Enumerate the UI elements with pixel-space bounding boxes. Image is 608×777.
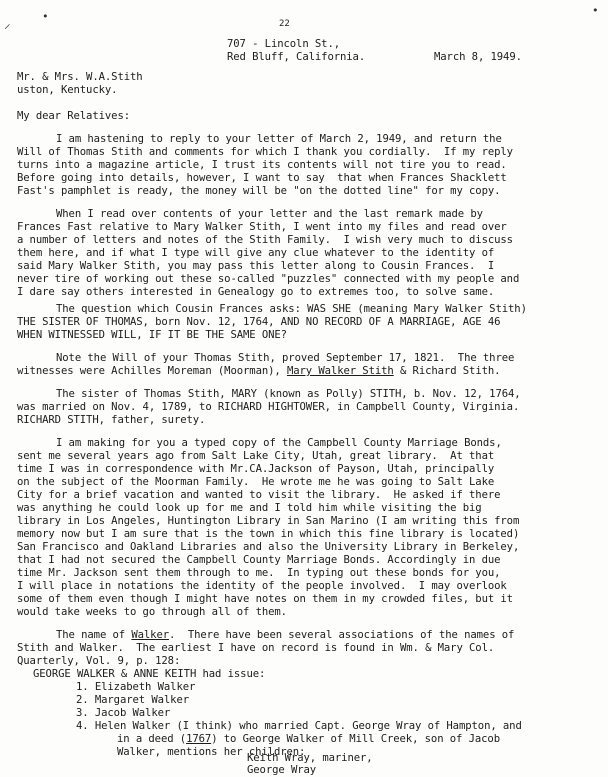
salutation: My dear Relatives: xyxy=(17,110,131,122)
stray-mark: • xyxy=(42,10,49,23)
paragraph-line: Before going into details, however, I want to say that when Frances Shacklett xyxy=(17,172,507,184)
paragraph-line: that I had not secured the Campbell County Marriage Bonds. Accordingly in due xyxy=(17,554,501,566)
header-city: Red Bluff, California. xyxy=(227,51,366,63)
paragraph-line: San Francisco and Oakland Libraries and also the University Library in Berkeley, xyxy=(17,541,520,553)
paragraph-line: The sister of Thomas Stith, MARY (known as Polly) STITH, b. Nov. 12, 1764, xyxy=(56,388,521,400)
paragraph-line: was anything he could look up for me and I told him while visiting the big xyxy=(17,502,482,514)
underlined-year: 1767 xyxy=(186,733,212,745)
paragraph-line: turns into a magazine article, I trust its contents will not tire you to read. xyxy=(17,159,507,171)
list-item: 2. Margaret Walker xyxy=(76,694,190,706)
list-item: 3. Jacob Walker xyxy=(76,707,171,719)
paragraph-line: on the subject of the Moorman Family. He wrote me he was going to Salt Lake xyxy=(17,476,495,488)
paragraph-line: memory now but I am sure that is the town in which this fine library is located) xyxy=(17,528,520,540)
page-number: 22 xyxy=(279,19,290,29)
paragraph-line: some of them even though I might have notes on them in my crowded files, but it xyxy=(17,593,513,605)
header-street: 707 - Lincoln St., xyxy=(227,38,341,50)
list-item: 4. Helen Walker (I think) who married Capt. George Wray of Hampton, and xyxy=(76,720,522,732)
list-item-continuation: in a deed (1767) to George Walker of Mill Creek, son of Jacob xyxy=(117,733,500,745)
paragraph-line: was married on Nov. 4, 1789, to RICHARD HIGHTOWER, in Campbell County, Virginia. xyxy=(17,401,520,413)
child-name: George Wray xyxy=(247,764,317,776)
list-item: 1. Elizabeth Walker xyxy=(76,681,196,693)
paragraph-line: Note the Will of your Thomas Stith, proved September 17, 1821. The three xyxy=(56,352,515,364)
paragraph-line: Stith and Walker. The earliest I have on record is found in Wm. & Mary Col. xyxy=(17,642,495,654)
paragraph-line: sent me several years ago from Salt Lake City, Utah, great library. At that xyxy=(17,450,495,462)
list-item-continuation: Walker, mentions her children: xyxy=(117,746,306,758)
paragraph-line: Frances Fast relative to Mary Walker Stith, I went into my files and read over xyxy=(17,221,507,233)
paragraph-line: never tire of working out these so-called "puzzles" connected with my people and xyxy=(17,273,520,285)
paragraph-line: The question which Cousin Frances asks: WAS SHE (meaning Mary Walker Stith) xyxy=(56,303,527,315)
paragraph-line: The name of Walker. There have been several associations of the names of xyxy=(56,629,515,641)
addressee-city: uston, Kentucky. xyxy=(17,84,118,96)
underlined-name: Mary Walker Stith xyxy=(286,365,394,377)
paragraph-line: would take weeks to go through all of them. xyxy=(17,606,287,618)
paragraph-line: witnesses were Achilles Moreman (Moorman), Mary Walker Stith & Richard Stith. xyxy=(17,365,501,377)
paragraph-line: WHEN WITNESSED WILL, IF IT BE THE SAME ONE? xyxy=(17,329,287,341)
paragraph-line: I am hastening to reply to your letter of March 2, 1949, and return the xyxy=(56,133,502,145)
paragraph-line: THE SISTER OF THOMAS, born Nov. 12, 1764, AND NO RECORD OF A MARRIAGE, AGE 46 xyxy=(17,316,501,328)
paragraph-line: time Mr. Jackson sent them through to me. In typing out these bonds for you, xyxy=(17,567,501,579)
stray-mark: ⸝ xyxy=(4,17,11,32)
paragraph-line: a number of letters and notes of the Stith Family. I wish very much to discuss xyxy=(17,234,513,246)
paragraph-line: Quarterly, Vol. 9, p. 128: xyxy=(17,655,181,667)
paragraph-line: time I was in correspondence with Mr.CA.Jackson of Payson, Utah, principally xyxy=(17,463,495,475)
paragraph-line: When I read over contents of your letter and the last remark made by xyxy=(56,208,483,220)
addressee-name: Mr. & Mrs. W.A.Stith xyxy=(17,71,143,83)
paragraph-line: said Mary Walker Stith, you may pass this letter along to Cousin Frances. I xyxy=(17,260,495,272)
stray-mark: • xyxy=(592,4,599,17)
paragraph-line: Will of Thomas Stith and comments for which I thank you cordially. If my reply xyxy=(17,146,513,158)
paragraph-line: City for a brief vacation and wanted to visit the library. He asked if there xyxy=(17,489,501,501)
paragraph-line: library in Los Angeles, Huntington Library in San Marino (I am writing this from xyxy=(17,515,520,527)
header-date: March 8, 1949. xyxy=(434,51,522,63)
underlined-name: Walker xyxy=(131,629,170,641)
paragraph-line: I am making for you a typed copy of the Campbell County Marriage Bonds, xyxy=(56,437,502,449)
paragraph-line: Fast's pamphlet is ready, the money will be "on the dotted line" for my copy. xyxy=(17,185,501,197)
paragraph-line: GEORGE WALKER & ANNE KEITH had issue: xyxy=(33,668,266,680)
paragraph-line: I dare say others interested in Genealogy go to extremes too, to solve same. xyxy=(17,286,495,298)
paragraph-line: I will place in notations the identity of the people involved. I may overlook xyxy=(17,580,507,592)
child-name: Keith Wray, mariner, xyxy=(247,752,373,764)
paragraph-line: RICHARD STITH, father, surety. xyxy=(17,414,206,426)
paragraph-line: them here, and if what I type will give any clue whatever to the identity of xyxy=(17,247,495,259)
